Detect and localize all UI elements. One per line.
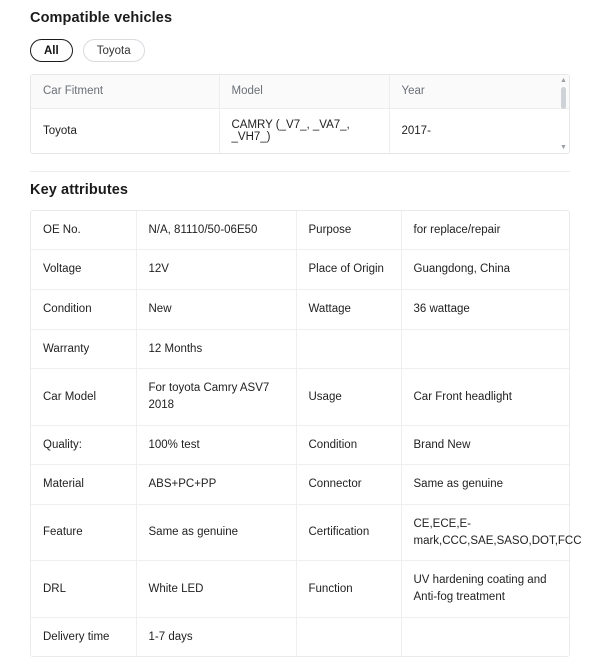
attr-value: 1-7 days bbox=[136, 617, 296, 656]
table-scrollbar[interactable] bbox=[560, 77, 567, 151]
attr-label: Place of Origin bbox=[296, 250, 401, 290]
scroll-down-arrow-icon[interactable]: ▼ bbox=[560, 144, 567, 151]
attr-label: Purpose bbox=[296, 211, 401, 250]
scrollbar-thumb[interactable] bbox=[561, 87, 566, 109]
attr-label: Condition bbox=[31, 289, 136, 329]
attr-value: Guangdong, China bbox=[401, 250, 569, 290]
table-row bbox=[31, 617, 569, 656]
attr-value: For toyota Camry ASV7 2018 bbox=[136, 369, 296, 425]
cell-model: CAMRY (_V7_, _VA7_, _VH7_) bbox=[219, 108, 389, 153]
vehicle-filter-pills bbox=[30, 39, 570, 62]
attr-label bbox=[296, 617, 401, 656]
attr-label: Material bbox=[31, 465, 136, 505]
attr-value: 36 wattage bbox=[401, 289, 569, 329]
attr-label: Feature bbox=[31, 504, 136, 560]
table-row bbox=[31, 561, 569, 617]
table-header-row bbox=[31, 75, 569, 108]
column-header-car-fitment: Car Fitment bbox=[31, 75, 219, 108]
attr-label: Function bbox=[296, 561, 401, 617]
cell-year: 2017- bbox=[389, 108, 569, 153]
attr-value bbox=[401, 329, 569, 369]
attr-value: 12V bbox=[136, 250, 296, 290]
attr-value: 12 Months bbox=[136, 329, 296, 369]
scroll-up-arrow-icon[interactable]: ▲ bbox=[560, 77, 567, 84]
attr-label: Usage bbox=[296, 369, 401, 425]
table-row bbox=[31, 211, 569, 250]
attr-value: Car Front headlight bbox=[401, 369, 569, 425]
filter-pill-toyota[interactable]: Toyota bbox=[83, 39, 145, 62]
table-row bbox=[31, 289, 569, 329]
column-header-year: Year bbox=[389, 75, 569, 108]
attr-label: Car Model bbox=[31, 369, 136, 425]
attr-label: Quality: bbox=[31, 425, 136, 465]
filter-pill-all[interactable]: All bbox=[30, 39, 73, 62]
column-header-model: Model bbox=[219, 75, 389, 108]
attr-value: ABS+PC+PP bbox=[136, 465, 296, 505]
attr-value: CE,ECE,E-mark,CCC,SAE,SASO,DOT,FCC bbox=[401, 504, 569, 560]
key-attributes-table bbox=[30, 210, 570, 657]
table-row bbox=[31, 250, 569, 290]
attr-value: White LED bbox=[136, 561, 296, 617]
table-row bbox=[31, 369, 569, 425]
attr-value: UV hardening coating and Anti-fog treatment bbox=[401, 561, 569, 617]
table-row bbox=[31, 425, 569, 465]
attr-label bbox=[296, 329, 401, 369]
attr-value: N/A, 81110/50-06E50 bbox=[136, 211, 296, 250]
attr-label: Condition bbox=[296, 425, 401, 465]
attr-label: Certification bbox=[296, 504, 401, 560]
table-row bbox=[31, 465, 569, 505]
cell-car-fitment: Toyota bbox=[31, 108, 219, 153]
attr-value: Brand New bbox=[401, 425, 569, 465]
attr-value: Same as genuine bbox=[401, 465, 569, 505]
table-row bbox=[31, 108, 569, 153]
attr-label: Delivery time bbox=[31, 617, 136, 656]
compatible-vehicles-table bbox=[30, 74, 570, 154]
compatible-vehicles-title: Compatible vehicles bbox=[30, 0, 570, 26]
attr-label: DRL bbox=[31, 561, 136, 617]
attr-value: 100% test bbox=[136, 425, 296, 465]
attr-label: OE No. bbox=[31, 211, 136, 250]
table-row bbox=[31, 329, 569, 369]
key-attributes-title: Key attributes bbox=[30, 172, 570, 198]
attr-label: Voltage bbox=[31, 250, 136, 290]
attr-label: Warranty bbox=[31, 329, 136, 369]
attr-value: Same as genuine bbox=[136, 504, 296, 560]
attr-label: Wattage bbox=[296, 289, 401, 329]
attr-value bbox=[401, 617, 569, 656]
attr-value: for replace/repair bbox=[401, 211, 569, 250]
attr-label: Connector bbox=[296, 465, 401, 505]
table-row bbox=[31, 504, 569, 560]
attr-value: New bbox=[136, 289, 296, 329]
